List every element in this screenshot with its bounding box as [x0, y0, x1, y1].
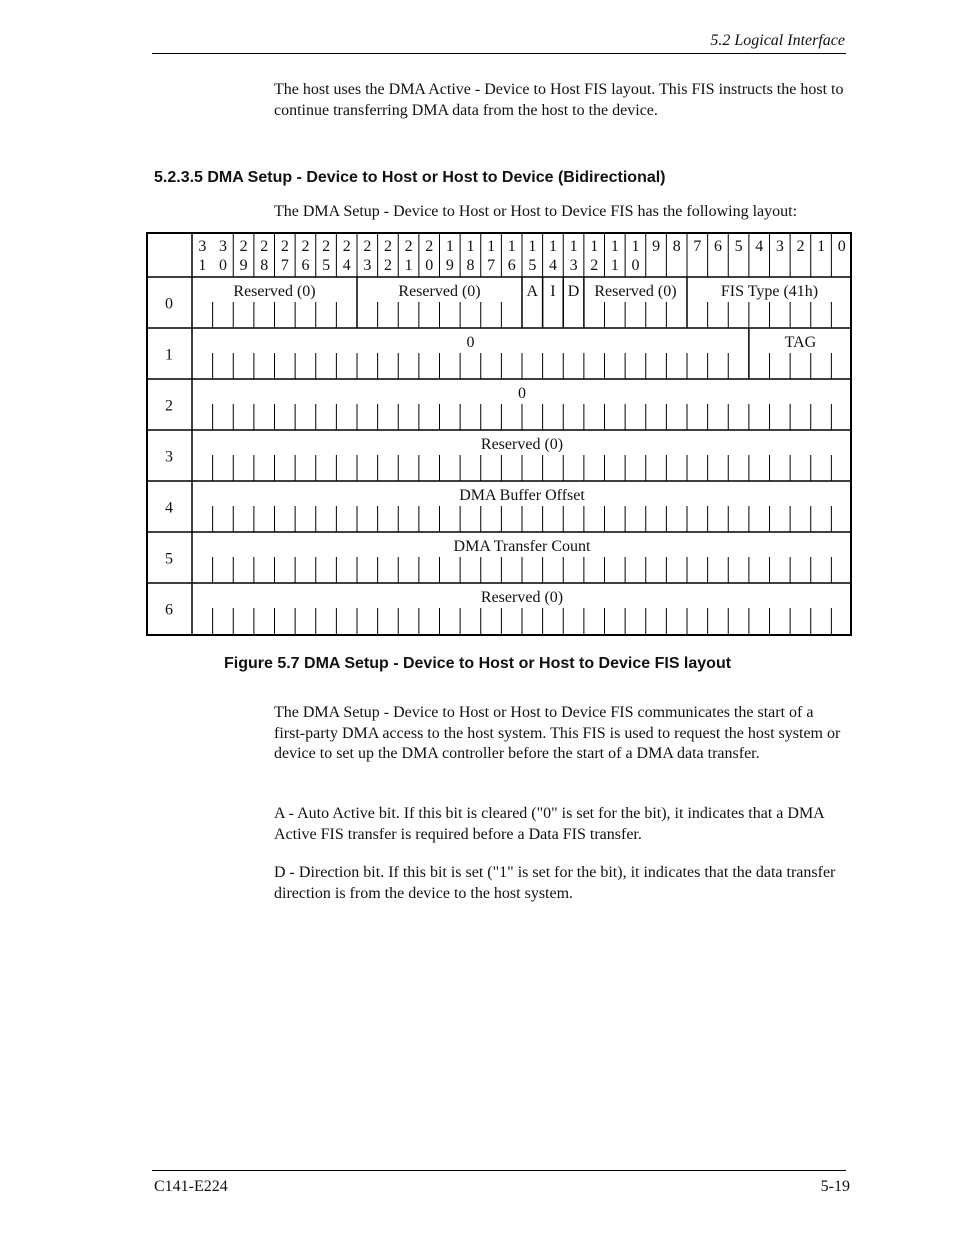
bit-header-label: 3: [218, 238, 227, 255]
bit-header-label: 2: [322, 238, 331, 255]
bit-header-label: 7: [280, 257, 289, 274]
dword-index: 0: [165, 295, 173, 313]
bit-header-label: 6: [301, 257, 310, 274]
bit-header-label: 3: [775, 238, 784, 255]
field-label: Reserved (0): [233, 283, 316, 300]
bit-header-label: 2: [301, 238, 310, 255]
bit-header-label: 1: [528, 238, 537, 255]
bit-header-label: 1: [569, 238, 578, 255]
bit-header-label: 1: [610, 238, 619, 255]
dword-index: 3: [165, 448, 173, 466]
bit-header-label: 1: [487, 238, 496, 255]
fis-layout-table: [146, 232, 852, 636]
field-label: Reserved (0): [594, 283, 677, 300]
bit-header-label: 0: [837, 238, 846, 255]
dword-index: 1: [165, 346, 173, 364]
bit-header-label: 2: [796, 238, 805, 255]
field-label: I: [550, 283, 556, 300]
header-rule: [152, 53, 846, 54]
bit-header-label: 3: [363, 257, 372, 274]
bit-header-label: 1: [198, 257, 207, 274]
bit-header-label: 1: [445, 238, 454, 255]
bit-header-label: 2: [342, 238, 351, 255]
dword-index: 4: [165, 499, 173, 517]
bit-header-label: 2: [239, 238, 248, 255]
description-paragraph: The DMA Setup - Device to Host or Host to Device FIS communicates the start of a first-party DMA access to the host system. This FIS is used to request the host system or device to set up the DMA controller before the start of a DMA data transfer.: [274, 704, 841, 762]
bit-header-label: 0: [631, 257, 640, 274]
bit-header-label: 1: [548, 238, 557, 255]
bit-header-label: 8: [260, 257, 269, 274]
running-header: 5.2 Logical Interface: [710, 32, 845, 49]
bit-header-label: 0: [425, 257, 434, 274]
field-label: TAG: [784, 334, 817, 351]
bit-header-label: 1: [590, 238, 599, 255]
bit-header-label: 1: [817, 238, 826, 255]
footer-page-number: 5-19: [820, 1178, 850, 1195]
field-label: Reserved (0): [480, 436, 564, 453]
bit-header-label: 4: [548, 257, 557, 274]
dword-index: 6: [165, 601, 173, 619]
bit-header-label: 5: [322, 257, 331, 274]
footer-rule: [152, 1170, 846, 1171]
bit-header-label: 8: [672, 238, 681, 255]
bit-header-label: 3: [569, 257, 578, 274]
field-label: D: [567, 283, 580, 300]
bit-header-label: 2: [404, 238, 413, 255]
bit-header-label: 7: [487, 257, 496, 274]
section-heading: 5.2.3.5 DMA Setup - Device to Host or Host to Device (Bidirectional): [154, 169, 666, 186]
bit-header-label: 6: [507, 257, 516, 274]
field-label: Reserved (0): [480, 589, 564, 606]
bit-header-label: 2: [280, 238, 289, 255]
bit-header-label: 9: [445, 257, 454, 274]
bit-header-label: 3: [198, 238, 207, 255]
bit-header-label: 2: [383, 238, 392, 255]
field-label: Reserved (0): [398, 283, 481, 300]
field-label: FIS Type (41h): [720, 283, 819, 300]
bit-header-label: 5: [734, 238, 743, 255]
bit-header-label: 1: [466, 238, 475, 255]
bit-header-label: 7: [693, 238, 702, 255]
dword-index: 5: [165, 550, 173, 568]
bit-header-label: 1: [610, 257, 619, 274]
field-label: DMA Transfer Count: [453, 538, 591, 555]
dword-index: 2: [165, 397, 173, 415]
field-label: 0: [466, 334, 475, 351]
field-label: DMA Buffer Offset: [459, 487, 585, 504]
bit-header-label: 2: [260, 238, 269, 255]
layout-lead: The DMA Setup - Device to Host or Host to Device FIS has the following layout:: [274, 203, 798, 220]
field-label: A: [526, 283, 539, 300]
bit-header-label: 9: [652, 238, 661, 255]
bit-header-label: 1: [404, 257, 413, 274]
footer-doc-id: C141-E224: [154, 1178, 228, 1195]
bit-header-label: 5: [528, 257, 537, 274]
bit-header-label: 0: [218, 257, 227, 274]
bit-header-label: 2: [383, 257, 392, 274]
bit-header-label: 9: [239, 257, 248, 274]
direction-bit-paragraph: D - Direction bit. If this bit is set ("1" is set for the bit), it indicates that the data transfer direction is from the device to the host system.: [274, 864, 836, 902]
bit-header-label: 8: [466, 257, 475, 274]
bit-header-label: 4: [755, 238, 764, 255]
figure-caption: Figure 5.7 DMA Setup - Device to Host or Host to Device FIS layout: [224, 655, 732, 672]
bit-header-label: 1: [631, 238, 640, 255]
bit-header-label: 2: [590, 257, 599, 274]
field-label: 0: [518, 385, 526, 402]
bit-header-label: 2: [363, 238, 372, 255]
bit-header-label: 2: [425, 238, 434, 255]
auto-active-bit-paragraph: A - Auto Active bit. If this bit is cleared ("0" is set for the bit), it indicates that a DMA Active FIS transfer is required before a Data FIS transfer.: [274, 805, 824, 843]
bit-header-label: 1: [507, 238, 516, 255]
bit-header-label: 6: [713, 238, 722, 255]
bit-header-label: 4: [342, 257, 351, 274]
intro-paragraph: The host uses the DMA Active - Device to Host FIS layout. This FIS instructs the host to continue transferring DMA data from the host to the device.: [274, 81, 844, 119]
